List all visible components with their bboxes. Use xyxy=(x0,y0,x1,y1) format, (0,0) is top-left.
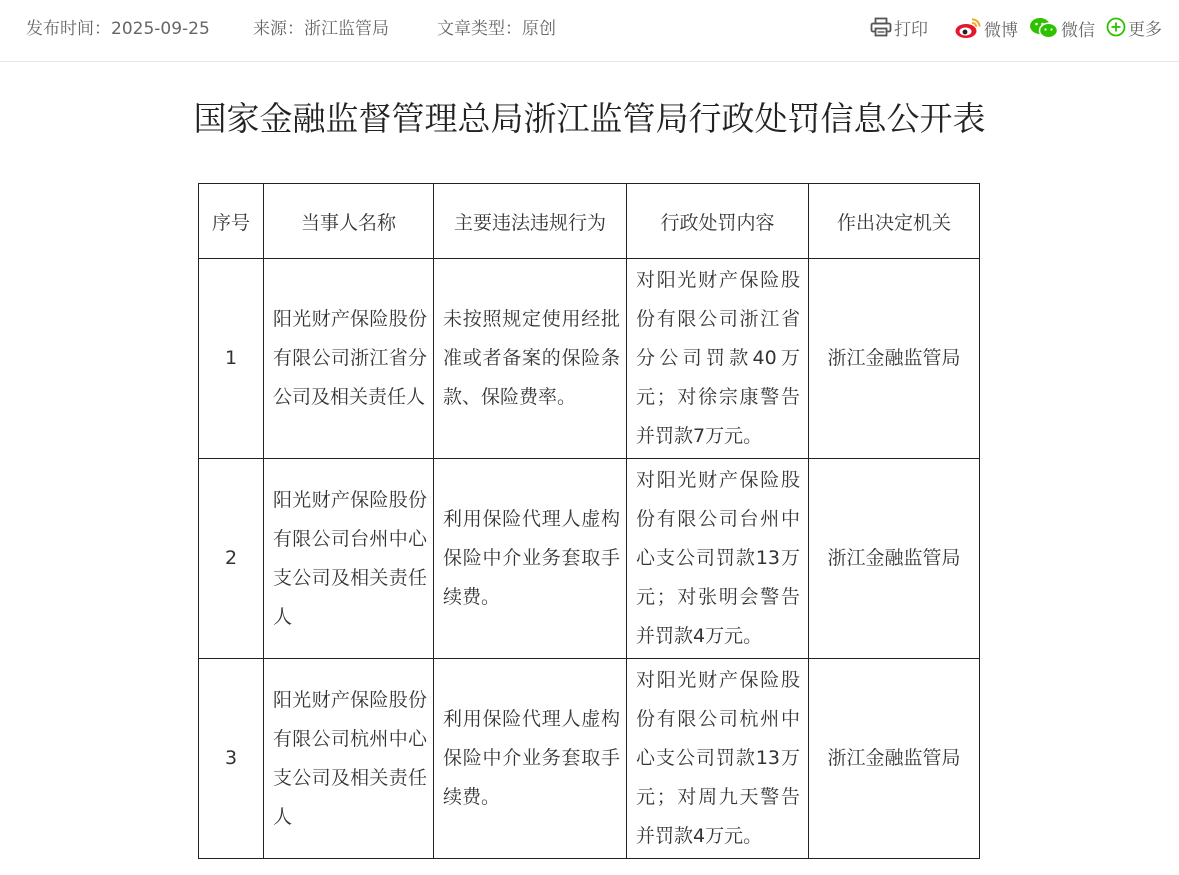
row-number: 2 xyxy=(199,459,264,659)
header-penalty: 行政处罚内容 xyxy=(627,184,809,259)
decision-org: 浙江金融监管局 xyxy=(809,459,980,659)
header-party-name: 当事人名称 xyxy=(264,184,434,259)
weibo-icon xyxy=(954,17,982,45)
header-decision-org: 作出决定机关 xyxy=(809,184,980,259)
penalty-text: 对阳光财产保险股份有限公司浙江省分公司罚款40万元；对徐宗康警告并罚款7万元。 xyxy=(627,259,809,459)
wechat-label: 微信 xyxy=(1061,21,1095,41)
wechat-icon xyxy=(1029,17,1059,45)
weibo-share-button[interactable] xyxy=(954,17,1018,45)
table-row xyxy=(199,259,980,459)
article-meta-bar xyxy=(0,0,1179,62)
table-header-row xyxy=(199,184,980,259)
decision-org: 浙江金融监管局 xyxy=(809,659,980,859)
more-label: 更多 xyxy=(1128,20,1162,40)
plus-circle-icon xyxy=(1106,17,1126,43)
wechat-share-button[interactable] xyxy=(1029,17,1095,45)
printer-icon xyxy=(870,17,892,43)
party-name: 阳光财产保险股份有限公司杭州中心支公司及相关责任人 xyxy=(264,659,434,859)
party-name: 阳光财产保险股份有限公司浙江省分公司及相关责任人 xyxy=(264,259,434,459)
print-label: 打印 xyxy=(894,20,928,40)
row-number: 1 xyxy=(199,259,264,459)
article-title: 国家金融监督管理总局浙江监管局行政处罚信息公开表 xyxy=(193,99,986,138)
violation-text: 利用保险代理人虚构保险中介业务套取手续费。 xyxy=(434,659,627,859)
weibo-label: 微博 xyxy=(984,21,1018,41)
violation-text: 未按照规定使用经批准或者备案的保险条款、保险费率。 xyxy=(434,259,627,459)
party-name: 阳光财产保险股份有限公司台州中心支公司及相关责任人 xyxy=(264,459,434,659)
row-number: 3 xyxy=(199,659,264,859)
header-number: 序号 xyxy=(199,184,264,259)
table-row xyxy=(199,459,980,659)
header-violation: 主要违法违规行为 xyxy=(434,184,627,259)
print-button[interactable] xyxy=(870,17,928,43)
table-row xyxy=(199,659,980,859)
decision-org: 浙江金融监管局 xyxy=(809,259,980,459)
penalty-text: 对阳光财产保险股份有限公司台州中心支公司罚款13万元；对张明会警告并罚款4万元。 xyxy=(627,459,809,659)
publish-time: 发布时间：2025-09-25 xyxy=(26,19,210,39)
violation-text: 利用保险代理人虚构保险中介业务套取手续费。 xyxy=(434,459,627,659)
more-share-button[interactable] xyxy=(1106,17,1162,43)
article-source: 来源：浙江监管局 xyxy=(253,19,389,39)
penalty-text: 对阳光财产保险股份有限公司杭州中心支公司罚款13万元；对周九天警告并罚款4万元。 xyxy=(627,659,809,859)
article-type: 文章类型：原创 xyxy=(437,19,556,39)
penalty-info-table xyxy=(198,183,980,859)
